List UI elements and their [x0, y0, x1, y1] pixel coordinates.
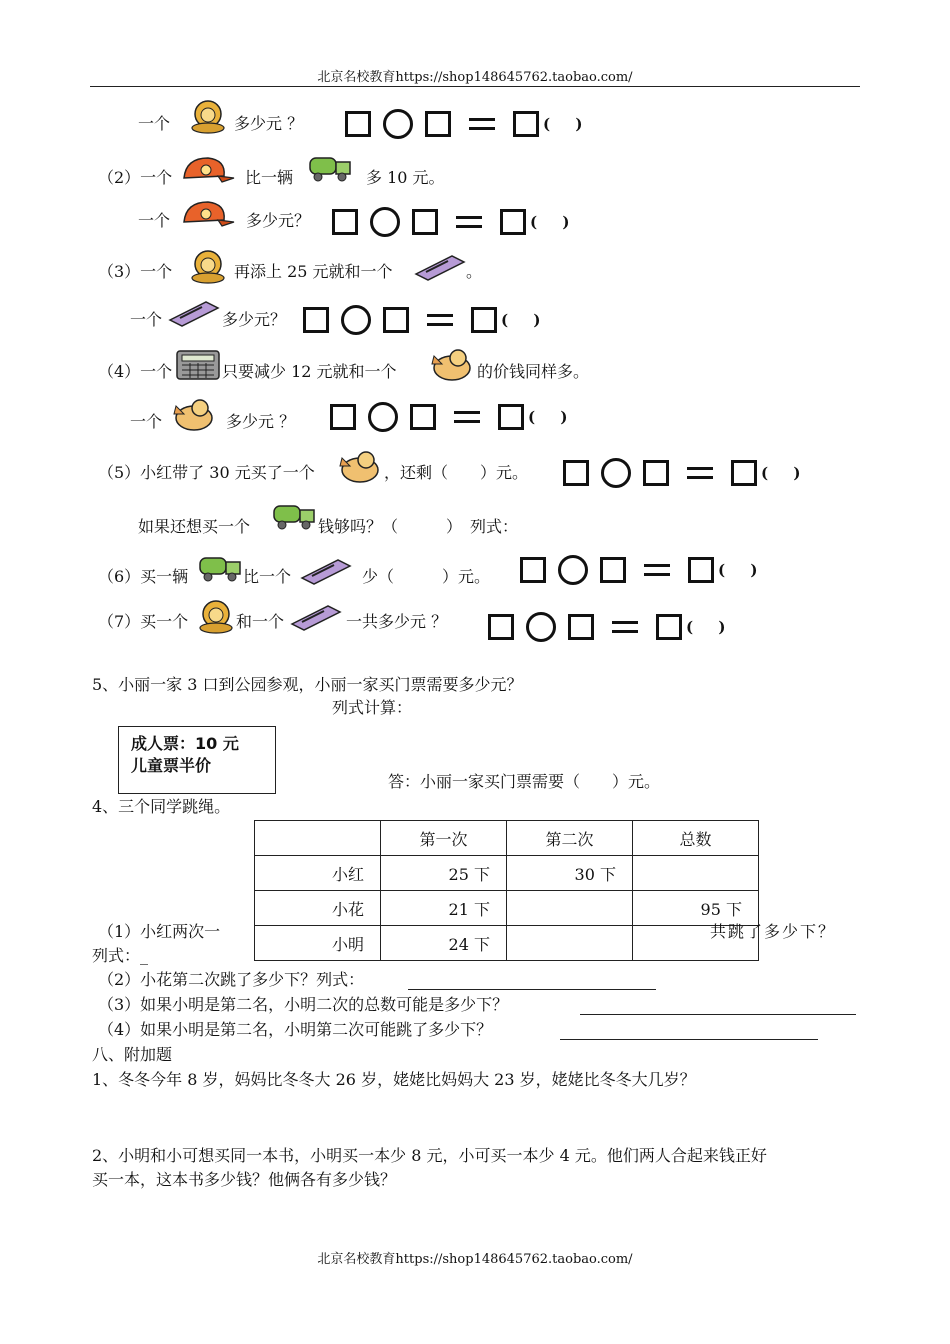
blank-square[interactable] [600, 557, 626, 583]
q2-text-a: （2）一个 [98, 168, 173, 187]
equals-sign [687, 467, 713, 479]
blank-square[interactable] [520, 557, 546, 583]
q2-text-c: 多 10 元。 [366, 168, 445, 187]
sec5-title: 5、小丽一家 3 口到公园参观，小丽一家买门票需要多少元？ [92, 675, 523, 694]
unit-paren: ( ) [686, 618, 736, 636]
equation-blank-1 [345, 107, 592, 141]
q5-text-d: 钱够吗？（ ） 列式： [318, 517, 519, 536]
q2-text-d: 一个 [138, 211, 171, 230]
result-square[interactable] [731, 460, 757, 486]
q7-text-a: （7）买一个 [98, 612, 189, 631]
sec4-q2: （2）小花第二次跳了多少下？列式： [98, 970, 365, 989]
q3-text-d: 一个 [130, 310, 163, 329]
answer-line[interactable] [408, 989, 656, 990]
sec5-answer: 答：小丽一家买门票需要（ ）元。 [388, 772, 661, 791]
jump-rope-table [254, 820, 759, 961]
toy-lion-icon [194, 598, 238, 634]
blank-square[interactable] [410, 404, 436, 430]
blank-square[interactable] [643, 460, 669, 486]
table-cell: 95 下 [633, 891, 759, 926]
blank-square[interactable] [563, 460, 589, 486]
result-square[interactable] [498, 404, 524, 430]
equals-sign [427, 314, 453, 326]
header-rule [90, 86, 860, 87]
unit-paren: ( ) [528, 408, 578, 426]
blank-square[interactable] [425, 111, 451, 137]
equation-blank-2 [332, 205, 579, 239]
q4-text-e: 多少元 ？ [226, 412, 296, 431]
q6-text-c: 少（ ）元。 [362, 567, 491, 586]
blank-square[interactable] [488, 614, 514, 640]
sec8-p2-line1: 2、小明和小可想买同一本书，小明买一本少 8 元，小可买一本少 4 元。他们两人合起来钱正好 [92, 1146, 767, 1165]
toy-lion-icon [186, 248, 230, 284]
table-header-cell [255, 821, 381, 856]
phone-icon [298, 556, 354, 586]
equals-sign [644, 564, 670, 576]
result-square[interactable] [656, 614, 682, 640]
q7-text-b: 和一个 [236, 612, 285, 631]
table-cell[interactable] [507, 926, 633, 961]
q4-text-b: 只要减少 12 元就和一个 [222, 362, 397, 381]
equals-sign [454, 411, 480, 423]
operator-circle[interactable] [370, 207, 400, 237]
sec4-q3: （3）如果小明是第二名，小明二次的总数可能是多少下？ [98, 995, 509, 1014]
q5-text-c: 如果还想买一个 [138, 517, 251, 536]
table-cell[interactable] [633, 856, 759, 891]
result-square[interactable] [500, 209, 526, 235]
operator-circle[interactable] [341, 305, 371, 335]
cap-icon [178, 198, 236, 234]
q4-text-d: 一个 [130, 412, 163, 431]
table-cell: 24 下 [381, 926, 507, 961]
result-square[interactable] [471, 307, 497, 333]
sec4-q1-formula[interactable]: 列式：_ [92, 946, 149, 965]
q1b-text-b: 多少元 ？ [234, 114, 304, 133]
phone-icon [166, 298, 222, 328]
answer-line[interactable] [560, 1039, 818, 1040]
sec4-q1-right: 共跳了多少下？ [710, 922, 837, 941]
operator-circle[interactable] [601, 458, 631, 488]
q2-text-b: 比一辆 [245, 168, 294, 187]
operator-circle[interactable] [558, 555, 588, 585]
equation-blank-7 [488, 610, 735, 644]
cement-truck-icon [270, 498, 318, 532]
sec4-q4: （4）如果小明是第二名，小明第二次可能跳了多少下？ [98, 1020, 493, 1039]
unit-paren: ( ) [761, 464, 811, 482]
q3-text-b: 再添上 25 元就和一个 [234, 262, 393, 281]
equation-blank-4 [330, 400, 577, 434]
ticket-child: 儿童票半价 [131, 756, 212, 775]
q4-text-c: 的价钱同样多。 [477, 362, 590, 381]
equals-sign [469, 118, 495, 130]
unit-paren: ( ) [530, 213, 580, 231]
ticket-price-box [118, 726, 276, 794]
sec8-title: 八、附加题 [92, 1045, 173, 1064]
blank-square[interactable] [412, 209, 438, 235]
table-row [255, 926, 759, 961]
table-cell[interactable] [507, 891, 633, 926]
blank-square[interactable] [383, 307, 409, 333]
equation-blank-5 [563, 456, 810, 490]
table-cell: 21 下 [381, 891, 507, 926]
table-cell: 30 下 [507, 856, 633, 891]
q6-text-a: （6）买一辆 [98, 567, 189, 586]
table-header-cell: 第二次 [507, 821, 633, 856]
chick-icon [170, 396, 218, 434]
operator-circle[interactable] [383, 109, 413, 139]
equation-blank-6 [520, 553, 767, 587]
page-footer: 北京名校教育https://shop148645762.taobao.com/ [317, 1252, 633, 1267]
table-row [255, 891, 759, 926]
q4-text-a: （4）一个 [98, 362, 173, 381]
q3-text-c: 。 [466, 262, 483, 281]
table-row [255, 856, 759, 891]
q1b-text-a: 一个 [138, 114, 171, 133]
table-cell: 小红 [255, 856, 381, 891]
table-cell: 小明 [255, 926, 381, 961]
q2-text-e: 多少元？ [246, 211, 311, 230]
equation-blank-3 [303, 303, 550, 337]
q6-text-b: 比一个 [243, 567, 292, 586]
blank-square[interactable] [303, 307, 329, 333]
cap-icon [178, 154, 236, 190]
table-cell: 小花 [255, 891, 381, 926]
sec4-q1-left: （1）小红两次一 [98, 922, 221, 941]
unit-paren: ( ) [718, 561, 768, 579]
toy-lion-icon [186, 98, 230, 134]
table-header-cell: 第一次 [381, 821, 507, 856]
equals-sign [456, 216, 482, 228]
q5-text-b: ，还剩（ ）元。 [384, 463, 529, 482]
table-cell: 25 下 [381, 856, 507, 891]
sec8-p2-line2: 买一本，这本书多少钱？他俩各有多少钱？ [92, 1170, 397, 1189]
sec5-calc-label: 列式计算： [332, 698, 413, 717]
sec8-p1: 1、冬冬今年 8 岁，妈妈比冬冬大 26 岁，姥姥比妈妈大 23 岁，姥姥比冬冬大几岁？ [92, 1070, 696, 1089]
q3-text-a: （3）一个 [98, 262, 173, 281]
chick-icon [428, 346, 476, 384]
blank-square[interactable] [332, 209, 358, 235]
q5-text-a: （5）小红带了 30 元买了一个 [98, 463, 315, 482]
unit-paren: ( ) [501, 311, 551, 329]
table-header-cell: 总数 [633, 821, 759, 856]
q3-text-e: 多少元？ [222, 310, 287, 329]
table-header-row [255, 821, 759, 856]
ticket-adult: 成人票：10 元 [131, 734, 239, 753]
phone-icon [412, 252, 468, 282]
blank-square[interactable] [345, 111, 371, 137]
phone-icon [288, 602, 344, 632]
sec4-title: 4、三个同学跳绳。 [92, 797, 231, 816]
cement-truck-icon [306, 150, 354, 184]
blank-square[interactable] [568, 614, 594, 640]
result-square[interactable] [513, 111, 539, 137]
answer-line[interactable] [580, 1014, 856, 1015]
result-square[interactable] [688, 557, 714, 583]
q7-text-c: 一共多少元 ？ [346, 612, 448, 631]
equals-sign [612, 621, 638, 633]
operator-circle[interactable] [526, 612, 556, 642]
operator-circle[interactable] [368, 402, 398, 432]
blank-square[interactable] [330, 404, 356, 430]
calculator-icon [174, 348, 222, 382]
cement-truck-icon [196, 550, 244, 584]
unit-paren: ( ) [543, 115, 593, 133]
page-header: 北京名校教育https://shop148645762.taobao.com/ [317, 70, 633, 85]
chick-icon [336, 448, 384, 486]
